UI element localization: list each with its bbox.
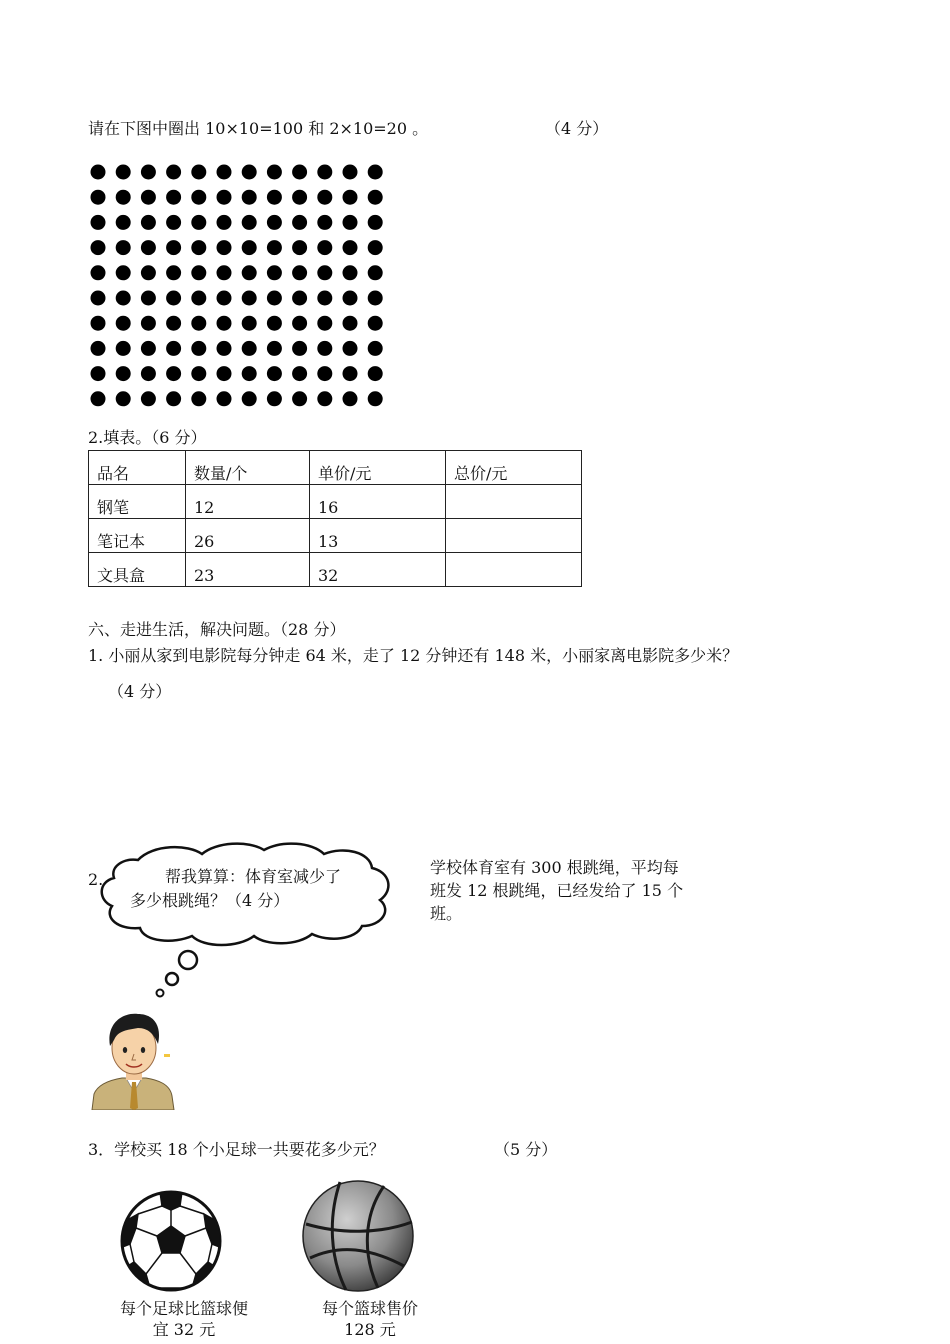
- grid-dot: [317, 215, 332, 230]
- grid-dot: [141, 165, 156, 180]
- grid-dot: [166, 215, 181, 230]
- table-row: [89, 519, 582, 553]
- header-cell-unit-price: 单价/元: [310, 451, 446, 485]
- grid-dot: [166, 341, 181, 356]
- grid-dot: [242, 391, 257, 406]
- grid-dot: [267, 165, 282, 180]
- grid-dot: [317, 190, 332, 205]
- circle-question-score: （4 分）: [545, 119, 609, 138]
- grid-dot: [217, 215, 232, 230]
- grid-dot: [242, 165, 257, 180]
- table-cell: 16: [310, 485, 446, 519]
- grid-dot: [242, 366, 257, 381]
- grid-dot: [368, 190, 383, 205]
- grid-dot: [267, 291, 282, 306]
- grid-dot: [191, 215, 206, 230]
- grid-dot: [217, 316, 232, 331]
- grid-dot: [317, 391, 332, 406]
- grid-dot: [217, 391, 232, 406]
- grid-dot: [242, 291, 257, 306]
- grid-dot: [292, 215, 307, 230]
- grid-dot: [242, 240, 257, 255]
- problem-2-number: 2.: [88, 870, 104, 889]
- grid-dot: [292, 265, 307, 280]
- grid-dot: [267, 366, 282, 381]
- grid-dot: [343, 165, 358, 180]
- table-cell: 文具盒: [89, 553, 186, 587]
- grid-dot: [191, 341, 206, 356]
- grid-dot: [166, 291, 181, 306]
- grid-dot: [267, 265, 282, 280]
- grid-dot: [116, 240, 131, 255]
- grid-dot: [91, 240, 106, 255]
- grid-dot: [217, 240, 232, 255]
- grid-dot: [343, 291, 358, 306]
- grid-dot: [292, 366, 307, 381]
- grid-dot: [292, 341, 307, 356]
- grid-dot: [267, 341, 282, 356]
- grid-dot: [217, 291, 232, 306]
- grid-dot: [343, 366, 358, 381]
- grid-dot: [217, 341, 232, 356]
- table-cell: 23: [186, 553, 310, 587]
- thought-bubble: [98, 838, 398, 1000]
- problem-3-text: 3．学校买 18 个小足球一共要花多少元？: [88, 1140, 385, 1159]
- grid-dot: [141, 215, 156, 230]
- grid-dot: [267, 391, 282, 406]
- grid-dot: [91, 341, 106, 356]
- grid-dot: [191, 240, 206, 255]
- problem-3-score: （5 分）: [494, 1140, 558, 1159]
- table-row: [89, 485, 582, 519]
- table-question-title: 2.填表。（6 分）: [88, 428, 207, 447]
- circle-question-text: 请在下图中圈出 10×10=100 和 2×10=20 。: [88, 119, 429, 138]
- grid-dot: [116, 215, 131, 230]
- grid-dot: [141, 316, 156, 331]
- grid-dot: [116, 391, 131, 406]
- table-cell: 26: [186, 519, 310, 553]
- grid-dot: [91, 190, 106, 205]
- grid-dot: [116, 190, 131, 205]
- bubble-line-2: 多少根跳绳？（4 分）: [130, 891, 290, 910]
- grid-dot: [368, 165, 383, 180]
- grid-dot: [91, 291, 106, 306]
- grid-dot: [368, 291, 383, 306]
- teacher-illustration: [88, 1010, 180, 1110]
- grid-dot: [166, 316, 181, 331]
- grid-dot: [116, 366, 131, 381]
- grid-dot: [292, 391, 307, 406]
- grid-dot: [217, 190, 232, 205]
- basketball-caption: 每个篮球售价 128 元: [321, 1299, 418, 1339]
- bubble-line-1: 帮我算算：体育室减少了: [165, 867, 342, 886]
- problem-2-info: 学校体育室有 300 根跳绳，平均每班发 12 根跳绳，已经发给了 15 个班。: [430, 858, 684, 923]
- grid-dot: [116, 341, 131, 356]
- grid-dot: [242, 215, 257, 230]
- grid-dot: [292, 190, 307, 205]
- grid-dot: [343, 341, 358, 356]
- grid-dot: [141, 366, 156, 381]
- grid-dot: [292, 165, 307, 180]
- table-header-row: [89, 451, 582, 485]
- grid-dot: [368, 265, 383, 280]
- grid-dot: [91, 366, 106, 381]
- grid-dot: [141, 291, 156, 306]
- grid-dot: [343, 391, 358, 406]
- header-cell-total-price: 总价/元: [446, 451, 582, 485]
- grid-dot: [368, 240, 383, 255]
- basketball-icon: [300, 1178, 416, 1294]
- table-cell: 32: [310, 553, 446, 587]
- grid-dot: [343, 190, 358, 205]
- dot-grid: [88, 160, 388, 412]
- grid-dot: [91, 391, 106, 406]
- grid-dot: [191, 265, 206, 280]
- grid-dot: [343, 316, 358, 331]
- grid-dot: [368, 215, 383, 230]
- table-cell: 钢笔: [89, 485, 186, 519]
- grid-dot: [242, 265, 257, 280]
- grid-dot: [317, 165, 332, 180]
- grid-dot: [141, 341, 156, 356]
- table-row: [89, 553, 582, 587]
- grid-dot: [317, 265, 332, 280]
- grid-dot: [317, 366, 332, 381]
- grid-dot: [317, 291, 332, 306]
- grid-dot: [141, 190, 156, 205]
- grid-dot: [368, 366, 383, 381]
- grid-dot: [267, 190, 282, 205]
- soccer-ball-icon: [120, 1190, 222, 1292]
- grid-dot: [91, 265, 106, 280]
- bubble-dot-medium: [166, 973, 178, 985]
- grid-dot: [166, 265, 181, 280]
- grid-dot: [242, 316, 257, 331]
- grid-dot: [217, 265, 232, 280]
- grid-dot: [116, 265, 131, 280]
- bubble-dot-small: [157, 990, 164, 997]
- grid-dot: [217, 366, 232, 381]
- soccer-ball-caption: 每个足球比篮球便宜 32 元: [120, 1299, 249, 1339]
- grid-dot: [166, 240, 181, 255]
- grid-dot: [141, 265, 156, 280]
- grid-dot: [267, 240, 282, 255]
- grid-dot: [368, 316, 383, 331]
- grid-dot: [191, 165, 206, 180]
- grid-dot: [242, 341, 257, 356]
- grid-dot: [368, 341, 383, 356]
- grid-dot: [292, 316, 307, 331]
- grid-dot: [91, 165, 106, 180]
- grid-dot: [191, 391, 206, 406]
- grid-dot: [91, 316, 106, 331]
- grid-dot: [343, 240, 358, 255]
- problem-1-text: 1. 小丽从家到电影院每分钟走 64 米，走了 12 分钟还有 148 米，小丽家离电影院多少米？: [88, 646, 739, 665]
- grid-dot: [191, 190, 206, 205]
- grid-dot: [141, 240, 156, 255]
- table-cell: 13: [310, 519, 446, 553]
- grid-dot: [343, 265, 358, 280]
- grid-dot: [343, 215, 358, 230]
- grid-dot: [166, 366, 181, 381]
- grid-dot: [317, 341, 332, 356]
- grid-dot: [166, 190, 181, 205]
- grid-dot: [267, 215, 282, 230]
- grid-dot: [91, 215, 106, 230]
- grid-dot: [191, 291, 206, 306]
- grid-dot: [141, 391, 156, 406]
- grid-dot: [116, 165, 131, 180]
- grid-dot: [191, 316, 206, 331]
- table-cell: 笔记本: [89, 519, 186, 553]
- grid-dot: [166, 391, 181, 406]
- grid-dot: [292, 240, 307, 255]
- grid-dot: [217, 165, 232, 180]
- grid-dot: [166, 165, 181, 180]
- table-cell: 12: [186, 485, 310, 519]
- grid-dot: [317, 240, 332, 255]
- header-cell-quantity: 数量/个: [186, 451, 310, 485]
- table-cell-answer[interactable]: [446, 485, 582, 519]
- fill-table: [88, 450, 582, 587]
- header-cell-name: 品名: [89, 451, 186, 485]
- grid-dot: [116, 316, 131, 331]
- problem-1-score: （4 分）: [108, 682, 172, 701]
- grid-dot: [368, 391, 383, 406]
- grid-dot: [317, 316, 332, 331]
- bubble-dot-large: [179, 951, 197, 969]
- grid-dot: [116, 291, 131, 306]
- table-cell-answer[interactable]: [446, 553, 582, 587]
- section-title: 六、走进生活，解决问题。（28 分）: [88, 620, 346, 639]
- grid-dot: [292, 291, 307, 306]
- table-cell-answer[interactable]: [446, 519, 582, 553]
- grid-dot: [242, 190, 257, 205]
- grid-dot: [191, 366, 206, 381]
- grid-dot: [267, 316, 282, 331]
